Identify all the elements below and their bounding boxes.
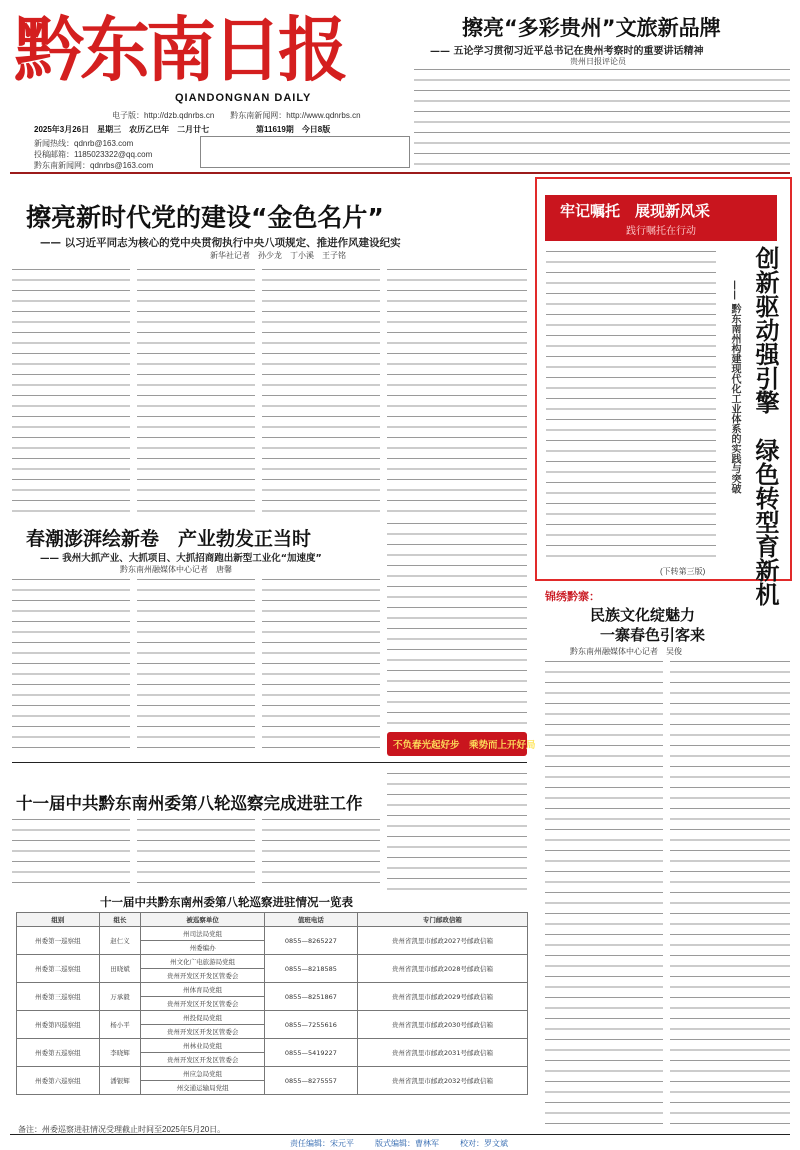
top-story-byline: 贵州日报评论员 xyxy=(570,57,626,66)
inspection-column xyxy=(12,816,130,890)
feature-subhead: —— 黔东南州构建现代化工业体系的实践与突破 xyxy=(729,280,740,494)
contact-line: 投稿邮箱：1185023322@qq.com xyxy=(34,150,153,159)
table-cell: 贵州开发区开发区管委会 xyxy=(141,1025,265,1039)
table-cell: 州委第五巡察组 xyxy=(17,1039,100,1067)
table-cell: 州委编办 xyxy=(141,941,265,955)
lead-story-column xyxy=(387,266,527,514)
newspaper-logo: 黔东南日报 xyxy=(14,8,344,91)
top-story-subtitle: —— 五论学习贯彻习近平总书记在贵州考察时的重要讲话精神 xyxy=(430,46,704,57)
table-cell: 贵州省凯里市邮政2031号邮政信箱 xyxy=(357,1039,527,1067)
table-cell: 州交通运输局党组 xyxy=(141,1081,265,1095)
culture-title-line1: 民族文化绽魅力 xyxy=(590,606,696,624)
header-cell: 组别 xyxy=(17,913,100,927)
masthead-rule xyxy=(10,172,790,174)
table-cell: 0855—5419227 xyxy=(264,1039,357,1067)
table-cell: 贵州开发区开发区管委会 xyxy=(141,997,265,1011)
table-cell: 0855—8275557 xyxy=(264,1067,357,1095)
table-cell: 州体育局党组 xyxy=(141,983,265,997)
table-row xyxy=(17,927,528,941)
table-cell: 万承毅 xyxy=(99,983,141,1011)
top-story-body xyxy=(414,66,790,170)
masthead-info-line: 电子版：http://dzb.qdnrbs.cn 黔东南新闻网：http://www.qdnrbs.cn xyxy=(112,111,361,120)
table-cell: 州委第一巡察组 xyxy=(17,927,100,955)
table-cell: 杨小平 xyxy=(99,1011,141,1039)
table-cell: 州司法局党组 xyxy=(141,927,265,941)
ad-banner-text: 不负春光起好步 乘势而上开好局 xyxy=(393,740,536,751)
table-cell: 贵州省凯里市邮政2030号邮政信箱 xyxy=(357,1011,527,1039)
inspection-column xyxy=(387,770,527,890)
inspection-title: 十一届中共黔东南州委第八轮巡察完成进驻工作 xyxy=(16,794,363,813)
header-cell: 组长 xyxy=(99,913,141,927)
feature-story-body xyxy=(546,248,716,566)
contact-line: 新闻热线：qdnrb@163.com xyxy=(34,139,134,148)
table-cell: 州委第六巡察组 xyxy=(17,1067,100,1095)
feature-banner-title: 牢记嘱托 展现新风采 xyxy=(560,202,711,220)
contact-line: 黔东南新闻网：qdnrbs@163.com xyxy=(34,161,154,170)
spring-story-column xyxy=(12,576,130,754)
spring-story-subtitle: —— 我州大抓产业、大抓项目、大抓招商跑出新型工业化“加速度” xyxy=(40,553,322,564)
table-cell: 贵州开发区开发区管委会 xyxy=(141,969,265,983)
feature-banner-subtitle: 践行嘱托在行动 xyxy=(626,226,696,237)
table-cell: 贵州省凯里市邮政2029号邮政信箱 xyxy=(357,983,527,1011)
table-cell: 州应急局党组 xyxy=(141,1067,265,1081)
lead-story-column xyxy=(262,266,380,514)
culture-story-column xyxy=(670,658,790,1126)
header-cell: 值班电话 xyxy=(264,913,357,927)
lead-story-byline: 新华社记者 孙少龙 丁小溪 王子铭 xyxy=(210,251,346,260)
lead-story-title: 擦亮新时代党的建设“金色名片” xyxy=(26,203,384,232)
feature-headline: 创新驱动强引擎 绿色转型育新机 xyxy=(751,246,779,606)
spring-story-column xyxy=(262,576,380,754)
table-cell: 贵州开发区开发区管委会 xyxy=(141,1053,265,1067)
culture-title-line2: 一寨春色引客来 xyxy=(600,626,706,644)
inspection-column xyxy=(262,816,380,890)
footer-editor: 责任编辑：宋元平 xyxy=(290,1139,354,1148)
table-cell: 州文化广电旅游局党组 xyxy=(141,955,265,969)
table-cell: 0855—7255616 xyxy=(264,1011,357,1039)
lead-story-column xyxy=(137,266,255,514)
spring-story-column xyxy=(387,520,527,728)
table-cell: 0855—8265227 xyxy=(264,927,357,955)
newspaper-english-name: QIANDONGNAN DAILY xyxy=(175,92,312,104)
table-cell: 州委第三巡察组 xyxy=(17,983,100,1011)
table-cell: 贵州省凯里市邮政2032号邮政信箱 xyxy=(357,1067,527,1095)
inspection-table-title: 十一届中共黔东南州委第八轮巡察进驻情况一览表 xyxy=(100,895,353,909)
table-cell: 州投促局党组 xyxy=(141,1011,265,1025)
header-cell: 被巡察单位 xyxy=(141,913,265,927)
issue-date: 2025年3月26日 星期三 农历乙巳年 二月廿七 xyxy=(34,125,210,134)
lead-story-column xyxy=(12,266,130,514)
table-cell: 贵州省凯里市邮政2027号邮政信箱 xyxy=(357,927,527,955)
culture-kicker: 锦绣黔寨： xyxy=(545,590,600,603)
inspection-table xyxy=(16,912,528,1095)
culture-story-column xyxy=(545,658,663,1126)
table-row xyxy=(17,1011,528,1025)
table-cell: 赵仁义 xyxy=(99,927,141,955)
table-cell: 贵州省凯里市邮政2028号邮政信箱 xyxy=(357,955,527,983)
footer-proofreader: 校对：罗文斌 xyxy=(460,1139,508,1148)
inspection-note: 备注：州委巡察进驻情况受理截止时间至2025年5月20日。 xyxy=(18,1125,226,1134)
table-cell: 州委第二巡察组 xyxy=(17,955,100,983)
lead-story-subtitle: —— 以习近平同志为核心的党中央贯彻执行中央八项规定、推进作风建设纪实 xyxy=(40,237,401,249)
culture-byline: 黔东南州融媒体中心记者 吴俊 xyxy=(570,647,682,656)
table-cell: 0855—8218585 xyxy=(264,955,357,983)
table-header-row xyxy=(17,913,528,927)
table-cell: 州委第四巡察组 xyxy=(17,1011,100,1039)
top-story-title: 擦亮“多彩贵州”文旅新品牌 xyxy=(462,16,721,40)
section-divider xyxy=(12,762,527,763)
spring-story-column xyxy=(137,576,255,754)
spring-story-title: 春潮澎湃绘新卷 产业勃发正当时 xyxy=(26,528,312,550)
table-cell: 0855—8251867 xyxy=(264,983,357,1011)
table-row xyxy=(17,1067,528,1081)
table-row xyxy=(17,955,528,969)
footer-designer: 版式编辑：曹林军 xyxy=(375,1139,439,1148)
weather-box xyxy=(200,136,410,168)
table-cell: 李晓辉 xyxy=(99,1039,141,1067)
table-row xyxy=(17,983,528,997)
footer-rule xyxy=(10,1134,790,1135)
table-cell: 潘银辉 xyxy=(99,1067,141,1095)
header-cell: 专门邮政信箱 xyxy=(357,913,527,927)
table-row xyxy=(17,1039,528,1053)
table-cell: 州林业局党组 xyxy=(141,1039,265,1053)
spring-story-byline: 黔东南州融媒体中心记者 唐馨 xyxy=(120,565,232,574)
feature-continued: (下转第三版) xyxy=(660,567,706,576)
table-cell: 田晓斌 xyxy=(99,955,141,983)
inspection-column xyxy=(137,816,255,890)
issue-number: 第11619期 今日8版 xyxy=(256,125,331,134)
